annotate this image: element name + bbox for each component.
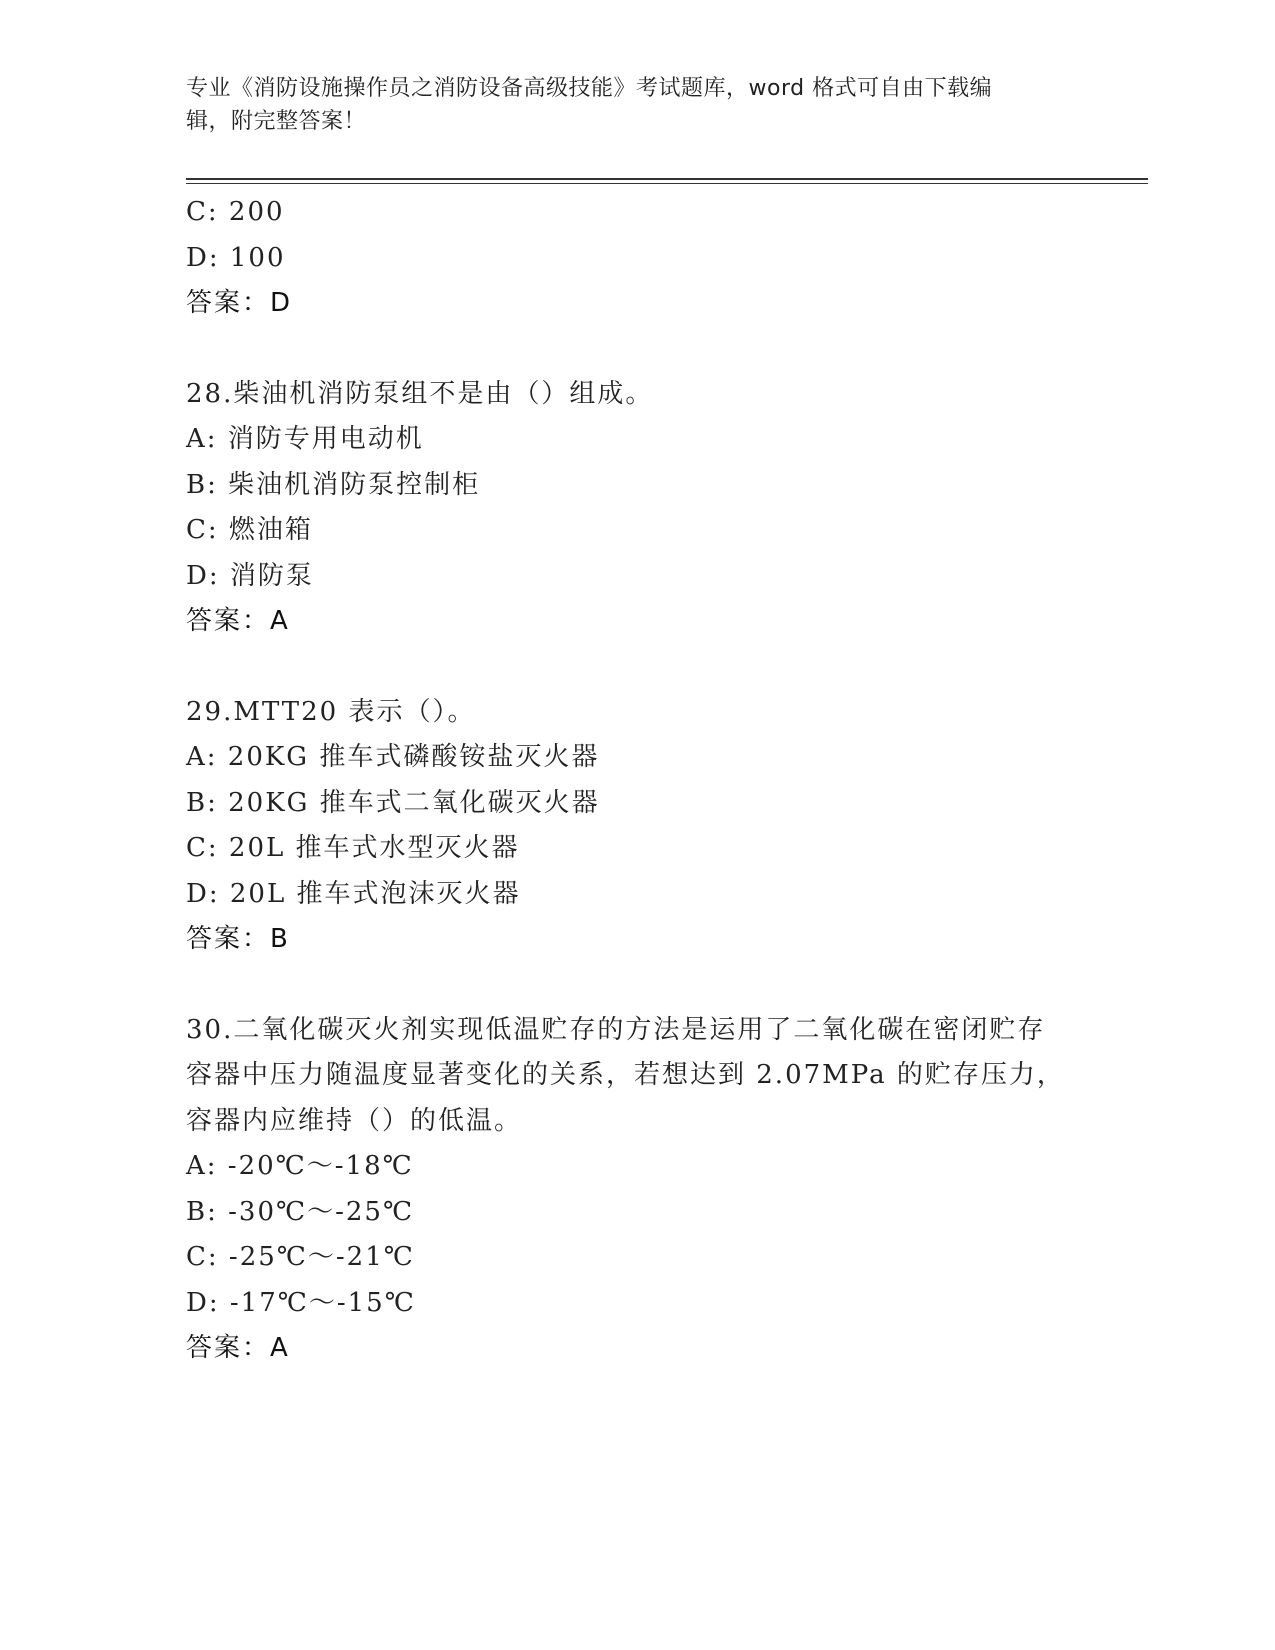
spacer (186, 963, 1086, 1008)
option-b: B: 20KG 推车式二氧化碳灭火器 (186, 787, 600, 818)
answer-line: 答案：B (186, 924, 290, 954)
option-d: D: 消防泵 (186, 560, 314, 591)
header-divider-thin (186, 183, 1148, 184)
spacer (186, 645, 1086, 690)
option-d: D: 20L 推车式泡沫灭火器 (186, 878, 521, 909)
question-stem: 28.柴油机消防泵组不是由（）组成。 (186, 378, 654, 409)
question-28 (186, 372, 1086, 645)
header-divider-thick (186, 178, 1148, 180)
option-d: D: 100 (186, 242, 286, 273)
header-line-1: 专业《消防设施操作员之消防设备高级技能》考试题库，word 格式可自由下载编 (186, 76, 993, 101)
answer-line: 答案：A (186, 606, 290, 636)
question-29 (186, 690, 1086, 963)
option-b: B: 柴油机消防泵控制柜 (186, 469, 481, 500)
document-header (186, 72, 1066, 138)
option-a: A: 消防专用电动机 (186, 424, 424, 454)
option-c: C: -25℃～-21℃ (186, 1242, 415, 1272)
option-b: B: -30℃～-25℃ (186, 1196, 415, 1227)
question-stem-line-1: 30.二氧化碳灭火剂实现低温贮存的方法是运用了二氧化碳在密闭贮存 (186, 1014, 1046, 1045)
answer-line: 答案：D (186, 288, 293, 318)
answer-line: 答案：A (186, 1333, 290, 1363)
option-c: C: 200 (186, 197, 285, 227)
question-27-partial (186, 190, 1086, 327)
question-stem-line-2: 容器中压力随温度显著变化的关系，若想达到 2.07MPa 的贮存压力， (186, 1060, 1065, 1090)
option-a: A: 20KG 推车式磷酸铵盐灭火器 (186, 742, 600, 772)
question-30 (186, 1008, 1086, 1372)
option-a: A: -20℃～-18℃ (186, 1151, 414, 1181)
question-stem-line-3: 容器内应维持（）的低温。 (186, 1105, 523, 1136)
option-d: D: -17℃～-15℃ (186, 1287, 416, 1318)
option-c: C: 20L 推车式水型灭火器 (186, 833, 520, 863)
question-stem: 29.MTT20 表示（）。 (186, 696, 476, 727)
spacer (186, 327, 1086, 372)
option-c: C: 燃油箱 (186, 515, 313, 545)
header-line-2: 辑，附完整答案！ (186, 109, 367, 134)
question-list (186, 190, 1086, 1372)
